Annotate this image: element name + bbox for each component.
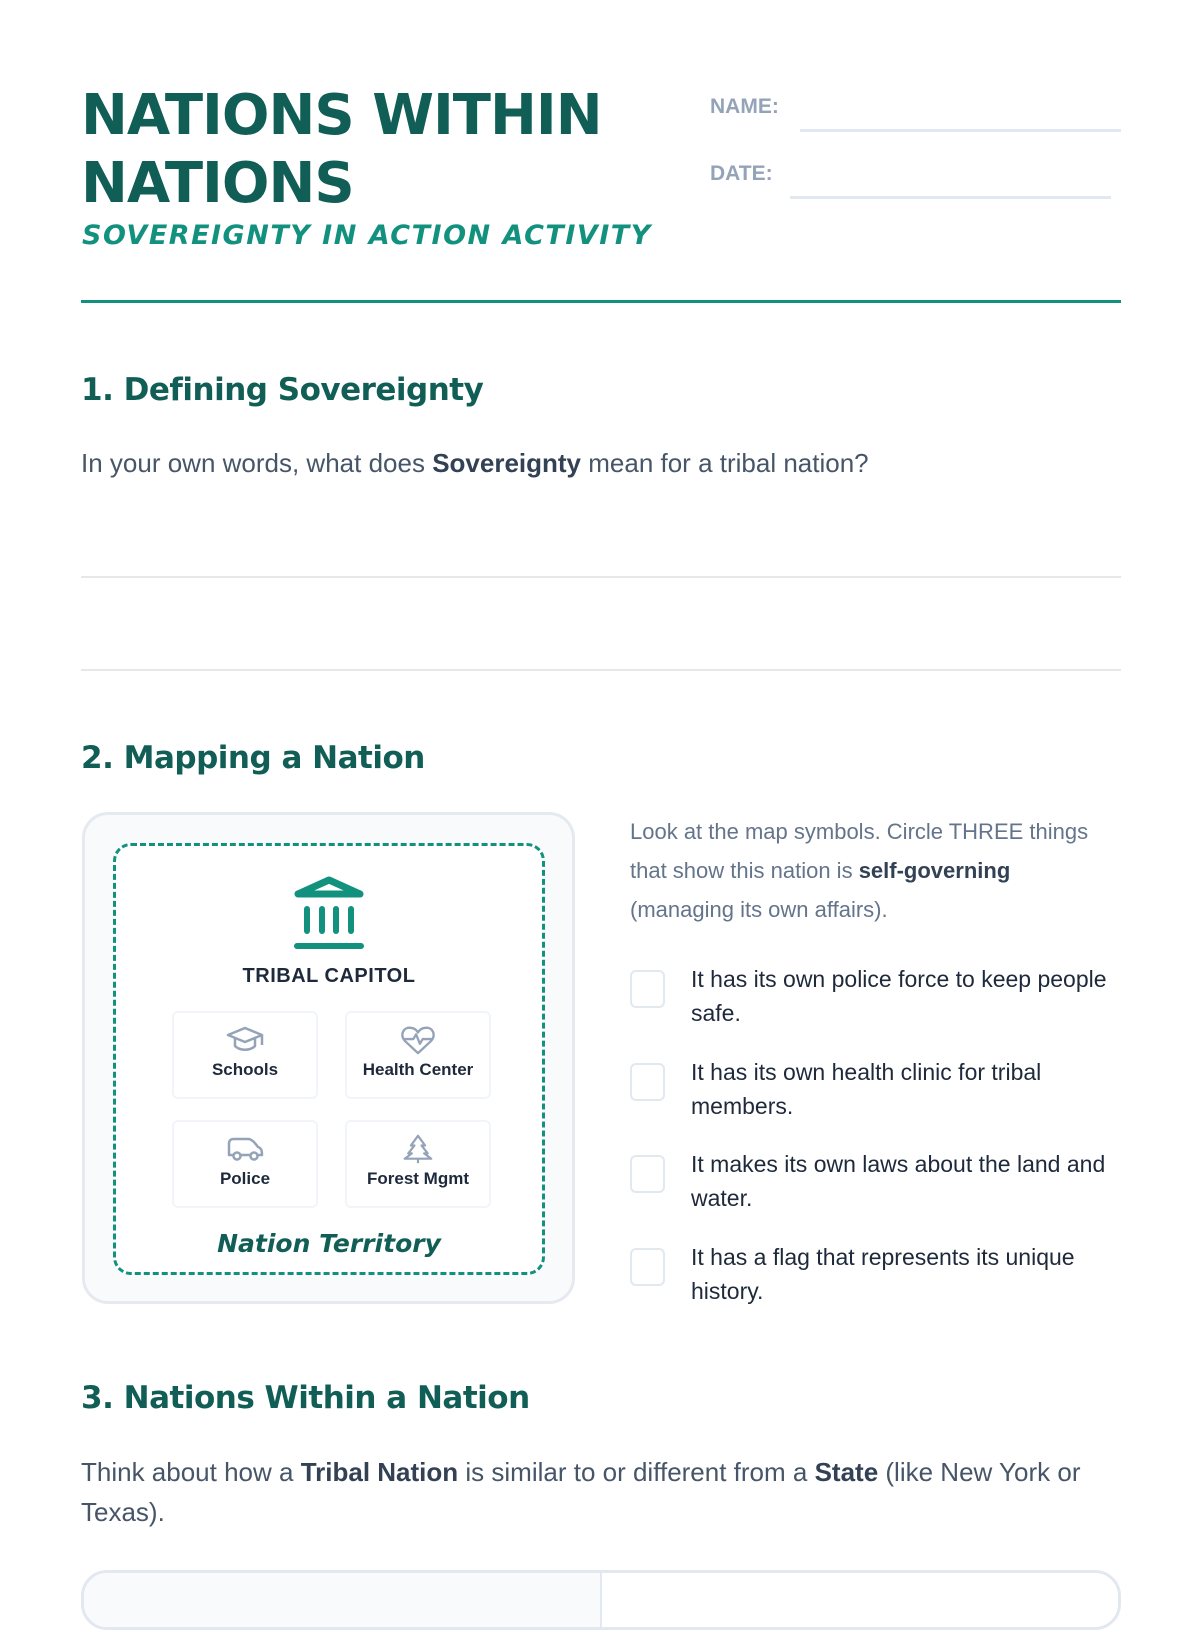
name-label: NAME: xyxy=(710,95,779,118)
car-icon xyxy=(226,1134,264,1164)
capitol-label: TRIBAL CAPITOL xyxy=(242,965,416,987)
map-symbol-police[interactable]: Police xyxy=(172,1120,318,1208)
section-1-heading: 1. Defining Sovereignty xyxy=(81,372,484,408)
map-symbol-health-center[interactable]: Health Center xyxy=(345,1011,491,1099)
page-title: NATIONS WITHIN NATIONS xyxy=(81,83,602,216)
option-laws[interactable]: It makes its own laws about the land and water. xyxy=(630,1147,1120,1215)
option-flag[interactable]: It has a flag that represents its unique history. xyxy=(630,1240,1120,1308)
checkbox[interactable] xyxy=(630,1063,665,1101)
tree-icon xyxy=(399,1134,437,1164)
map-symbol-forest-mgmt[interactable]: Forest Mgmt xyxy=(345,1120,491,1208)
comparison-table xyxy=(81,1570,1121,1630)
capitol-building-icon xyxy=(294,876,364,952)
answer-line[interactable] xyxy=(81,669,1121,671)
section-2-instructions: Look at the map symbols. Circle THREE things that show this nation is self-governing (managing its own affairs). xyxy=(630,819,1089,922)
territory-label: Nation Territory xyxy=(116,1228,542,1264)
graduation-cap-icon xyxy=(226,1025,264,1055)
date-field[interactable] xyxy=(790,196,1111,199)
option-health-clinic[interactable]: It has its own health clinic for tribal members. xyxy=(630,1055,1120,1123)
date-label: DATE: xyxy=(710,162,773,185)
section-2-heading: 2. Mapping a Nation xyxy=(81,740,425,776)
tribal-nation-column[interactable] xyxy=(84,1573,602,1627)
nation-territory-boundary xyxy=(113,843,545,1275)
section-3-heading: 3. Nations Within a Nation xyxy=(81,1380,530,1416)
answer-line[interactable] xyxy=(81,576,1121,578)
nation-map xyxy=(82,812,575,1304)
header-divider xyxy=(81,300,1121,303)
section-3-prompt: Think about how a Tribal Nation is similar to or different from a State (like New York or Texas). xyxy=(81,1457,1081,1527)
section-1-question: In your own words, what does Sovereignty mean for a tribal nation? xyxy=(81,448,869,478)
state-column[interactable] xyxy=(602,1573,1118,1627)
heart-pulse-icon xyxy=(399,1025,437,1055)
checkbox[interactable] xyxy=(630,970,665,1008)
map-symbol-schools[interactable]: Schools xyxy=(172,1011,318,1099)
page-subtitle: SOVEREIGNTY IN ACTION ACTIVITY xyxy=(82,220,652,251)
name-field[interactable] xyxy=(800,129,1121,132)
checkbox[interactable] xyxy=(630,1155,665,1193)
option-police[interactable]: It has its own police force to keep people safe. xyxy=(630,962,1120,1030)
checkbox[interactable] xyxy=(630,1248,665,1286)
